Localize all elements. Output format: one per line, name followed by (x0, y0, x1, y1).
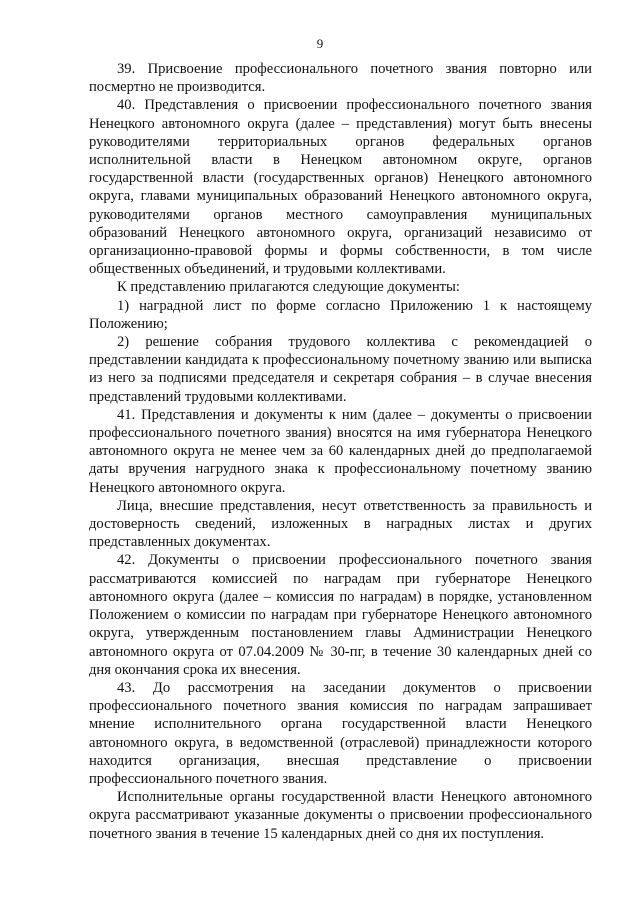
page-number: 9 (316, 36, 324, 51)
document-body (89, 60, 592, 843)
paragraph-item-42: 42. Документы о присвоении профессионального почетного звания рассматриваются комиссией по наградам при губернаторе Ненецкого автономного округа (далее – комиссия по наградам) в порядке, установленном Положением о комиссии по наградам при губернаторе Ненецкого автономного округа, утвержденным постановлением главы Администрации Ненецкого автономного округа от 07.04.2009 № 30-пг, в течение 30 календарных дней со дня окончания срока их внесения. (89, 552, 592, 678)
paragraph-documents-intro: К представлению прилагаются следующие документы: (117, 279, 460, 296)
paragraph-item-40: 40. Представления о присвоении профессионального почетного звания Ненецкого автономного округа (далее – представления) могут быть внесены руководителями территориальных органов федеральных органов исполнительной власти в Ненецком автономном округе, органов государственной власти (государственных органов) Ненецкого автономного округа, главами муниципальных образований Ненецкого автономного округа, руководителями органов местного самоуправления муниципальных образований Ненецкого автономного округа, организаций независимо от организационно-правовой формы и формы собственности, в том числе общественных объединений, и трудовыми коллективами. (89, 97, 592, 278)
paragraph-item-41: 41. Представления и документы к ним (далее – документы о присвоении профессионального почетного звания) вносятся на имя губернатора Ненецкого автономного округа не менее чем за 60 календарных дней до предполагаемой даты вручения нагрудного знака к профессиональному почетному званию Ненецкого автономного округа. (89, 406, 592, 496)
paragraph-responsibility: Лица, внесшие представления, несут ответственность за правильность и достоверность сведений, изложенных в наградных листах и других представленных документах. (89, 497, 592, 551)
paragraph-executive-bodies: Исполнительные органы государственной власти Ненецкого автономного округа рассматривают указанные документы о присвоении профессионального почетного звания в течение 15 календарных дней со дня их поступления. (89, 789, 592, 842)
list-item-award-sheet: 1) наградной лист по форме согласно Приложению 1 к настоящему Положению; (89, 297, 592, 332)
paragraph-item-43: 43. До рассмотрения на заседании документов о присвоении профессионального почетного звания комиссия по наградам запрашивает мнение исполнительного органа государственной власти Ненецкого автономного округа, в ведомственной (отраслевой) принадлежности которого находится организация, внесшая представление о присвоении профессионального почетного звания. (89, 679, 592, 787)
list-item-collective-decision: 2) решение собрания трудового коллектива с рекомендацией о представлении кандидата к профессиональному почетному званию или выписка из него за подписями председателя и секретаря собрания – в случае внесения представлений трудовыми коллективами. (89, 334, 592, 405)
paragraph-item-39: 39. Присвоение профессионального почетного звания повторно или посмертно не производится. (89, 61, 592, 96)
